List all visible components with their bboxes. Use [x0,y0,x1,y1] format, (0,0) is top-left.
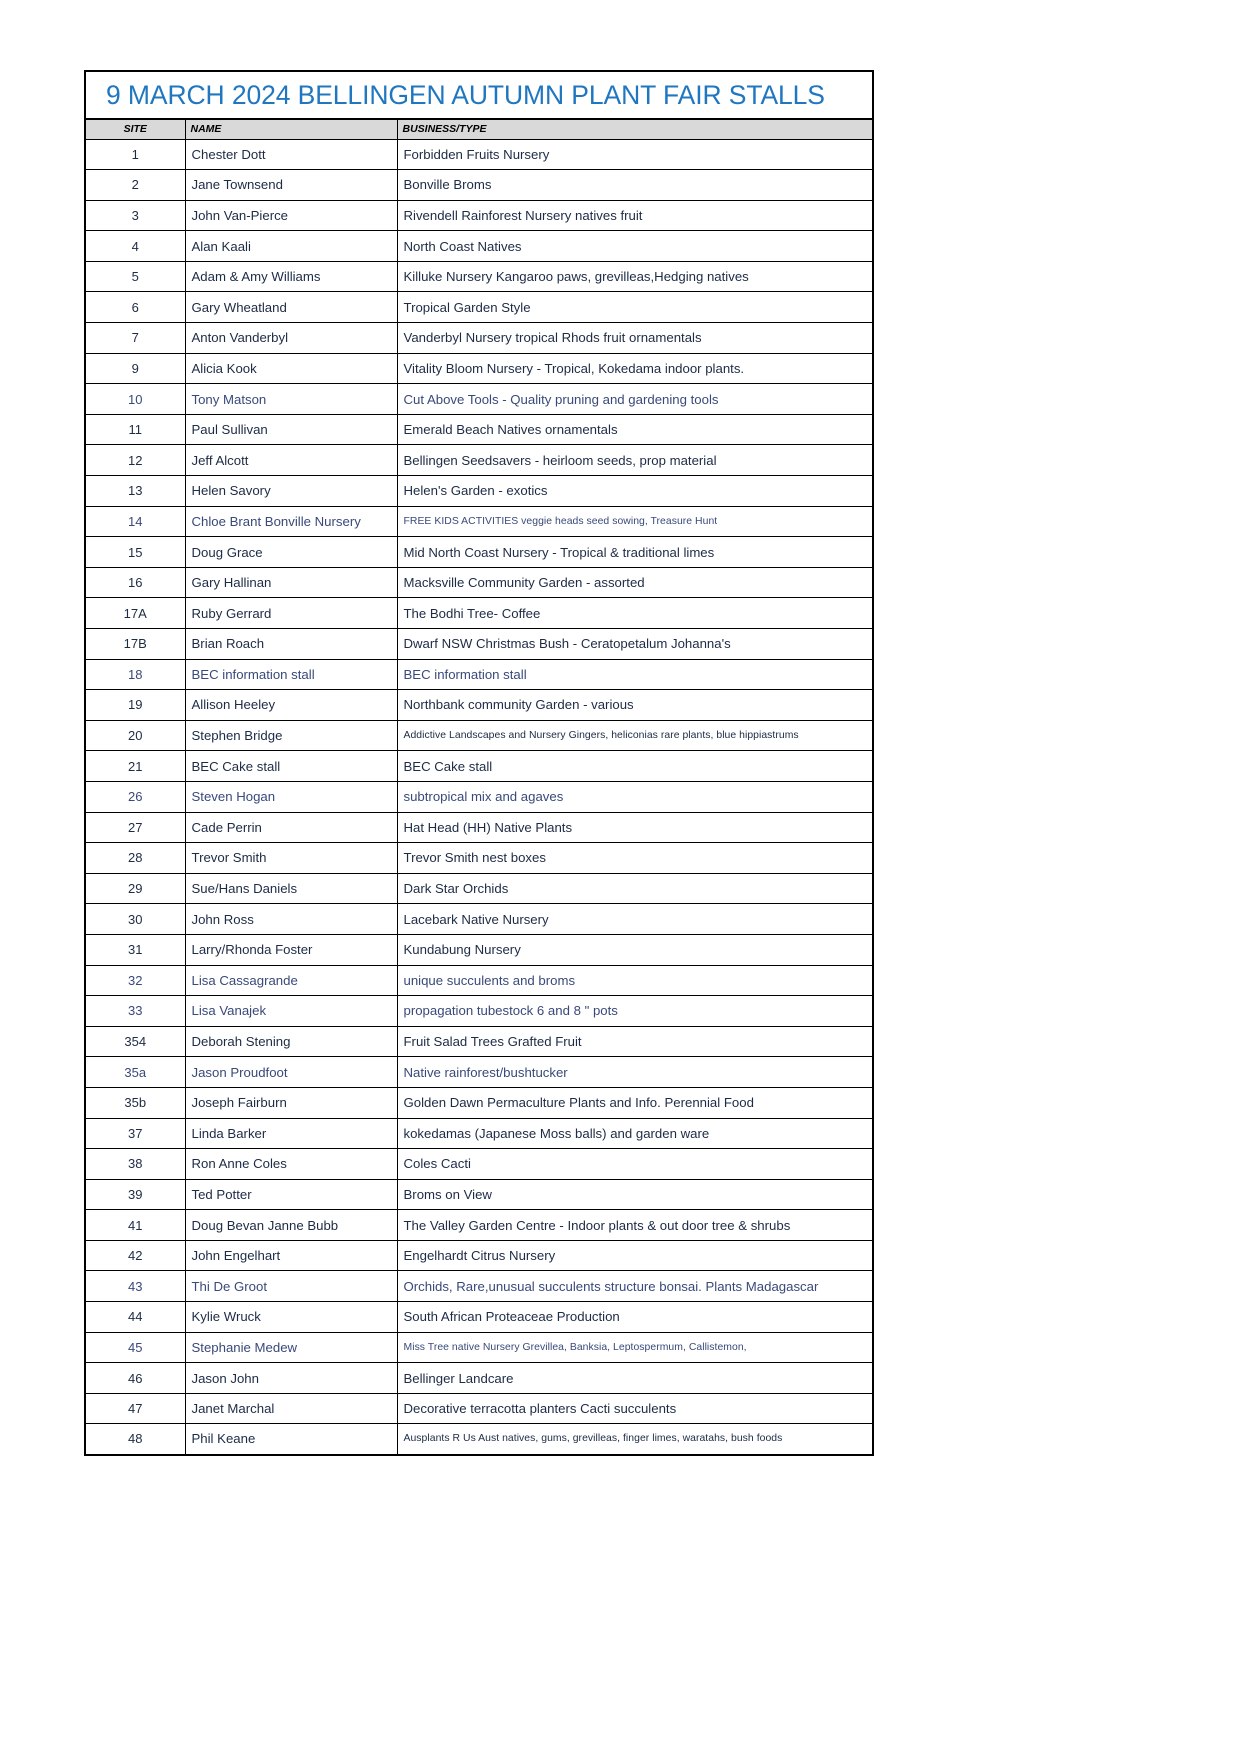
plant-fair-stalls-document [84,70,874,1456]
cell-business: Addictive Landscapes and Nursery Gingers, heliconias rare plants, blue hippiastrums [397,720,873,751]
table-row [85,1363,873,1394]
table-row [85,843,873,874]
cell-name: Trevor Smith [185,843,397,874]
column-header-business: BUSINESS/TYPE [397,119,873,139]
cell-business: Helen's Garden - exotics [397,476,873,507]
cell-name: Joseph Fairburn [185,1087,397,1118]
cell-site: 33 [85,996,185,1027]
cell-site: 46 [85,1363,185,1394]
cell-site: 48 [85,1424,185,1455]
table-row [85,812,873,843]
cell-business: Trevor Smith nest boxes [397,843,873,874]
cell-business: Broms on View [397,1179,873,1210]
cell-business: Northbank community Garden - various [397,690,873,721]
cell-name: Jason Proudfoot [185,1057,397,1088]
cell-name: Jane Townsend [185,170,397,201]
cell-name: Linda Barker [185,1118,397,1149]
table-row [85,200,873,231]
cell-business: Rivendell Rainforest Nursery natives fruit [397,200,873,231]
cell-name: Adam & Amy Williams [185,261,397,292]
table-row [85,506,873,537]
table-row [85,1424,873,1455]
cell-site: 17A [85,598,185,629]
cell-business: Bellinger Landcare [397,1363,873,1394]
cell-business: Vitality Bloom Nursery - Tropical, Kokedama indoor plants. [397,353,873,384]
cell-business: BEC information stall [397,659,873,690]
cell-business: Dark Star Orchids [397,873,873,904]
cell-name: Brian Roach [185,629,397,660]
table-row [85,476,873,507]
cell-site: 41 [85,1210,185,1241]
cell-site: 30 [85,904,185,935]
cell-business: The Valley Garden Centre - Indoor plants & out door tree & shrubs [397,1210,873,1241]
cell-business: Tropical Garden Style [397,292,873,323]
cell-name: Anton Vanderbyl [185,323,397,354]
cell-business: Forbidden Fruits Nursery [397,139,873,170]
cell-business: FREE KIDS ACTIVITIES veggie heads seed sowing, Treasure Hunt [397,506,873,537]
cell-name: BEC Cake stall [185,751,397,782]
table-row [85,659,873,690]
cell-name: Jason John [185,1363,397,1394]
cell-business: Ausplants R Us Aust natives, gums, grevilleas, finger limes, waratahs, bush foods [397,1424,873,1455]
table-row [85,1393,873,1424]
table-row [85,904,873,935]
table-row [85,414,873,445]
stalls-table [84,118,874,1456]
table-row [85,873,873,904]
cell-business: Kundabung Nursery [397,934,873,965]
column-header-name: NAME [185,119,397,139]
table-row [85,1118,873,1149]
cell-site: 17B [85,629,185,660]
table-row [85,1057,873,1088]
table-row [85,751,873,782]
cell-name: Kylie Wruck [185,1302,397,1333]
table-row [85,292,873,323]
cell-name: Gary Wheatland [185,292,397,323]
cell-business: Mid North Coast Nursery - Tropical & traditional limes [397,537,873,568]
cell-site: 5 [85,261,185,292]
cell-site: 42 [85,1240,185,1271]
table-row [85,720,873,751]
cell-business: Emerald Beach Natives ornamentals [397,414,873,445]
table-row [85,323,873,354]
cell-name: Chloe Brant Bonville Nursery [185,506,397,537]
cell-site: 31 [85,934,185,965]
cell-site: 9 [85,353,185,384]
cell-site: 39 [85,1179,185,1210]
cell-site: 38 [85,1149,185,1180]
table-row [85,1087,873,1118]
cell-name: Alicia Kook [185,353,397,384]
cell-business: propagation tubestock 6 and 8 " pots [397,996,873,1027]
cell-business: Golden Dawn Permaculture Plants and Info. Perennial Food [397,1087,873,1118]
table-row [85,231,873,262]
cell-business: Native rainforest/bushtucker [397,1057,873,1088]
table-row [85,1240,873,1271]
cell-name: Janet Marchal [185,1393,397,1424]
cell-name: Jeff Alcott [185,445,397,476]
cell-business: subtropical mix and agaves [397,781,873,812]
cell-name: Ruby Gerrard [185,598,397,629]
cell-business: North Coast Natives [397,231,873,262]
cell-business: Lacebark Native Nursery [397,904,873,935]
cell-business: Bellingen Seedsavers - heirloom seeds, prop material [397,445,873,476]
cell-business: Macksville Community Garden - assorted [397,567,873,598]
table-row [85,1149,873,1180]
cell-business: Hat Head (HH) Native Plants [397,812,873,843]
cell-site: 4 [85,231,185,262]
cell-business: South African Proteaceae Production [397,1302,873,1333]
cell-site: 44 [85,1302,185,1333]
cell-site: 47 [85,1393,185,1424]
cell-site: 16 [85,567,185,598]
cell-name: Doug Bevan Janne Bubb [185,1210,397,1241]
cell-business: unique succulents and broms [397,965,873,996]
table-body [85,139,873,1455]
cell-name: Phil Keane [185,1424,397,1455]
cell-business: The Bodhi Tree- Coffee [397,598,873,629]
table-row [85,139,873,170]
cell-name: John Van-Pierce [185,200,397,231]
cell-business: Orchids, Rare,unusual succulents structure bonsai. Plants Madagascar [397,1271,873,1302]
cell-site: 45 [85,1332,185,1363]
cell-site: 37 [85,1118,185,1149]
cell-site: 3 [85,200,185,231]
cell-business: Vanderbyl Nursery tropical Rhods fruit ornamentals [397,323,873,354]
cell-name: John Ross [185,904,397,935]
table-row [85,1179,873,1210]
table-row [85,445,873,476]
cell-name: Steven Hogan [185,781,397,812]
cell-name: Allison Heeley [185,690,397,721]
table-row [85,598,873,629]
cell-name: Chester Dott [185,139,397,170]
cell-name: Alan Kaali [185,231,397,262]
cell-business: Cut Above Tools - Quality pruning and gardening tools [397,384,873,415]
cell-site: 2 [85,170,185,201]
cell-name: Larry/Rhonda Foster [185,934,397,965]
cell-name: Tony Matson [185,384,397,415]
cell-business: Engelhardt Citrus Nursery [397,1240,873,1271]
table-row [85,781,873,812]
cell-site: 21 [85,751,185,782]
cell-business: Fruit Salad Trees Grafted Fruit [397,1026,873,1057]
cell-site: 7 [85,323,185,354]
cell-site: 15 [85,537,185,568]
table-row [85,261,873,292]
cell-business: Miss Tree native Nursery Grevillea, Banksia, Leptospermum, Callistemon, [397,1332,873,1363]
cell-name: Ted Potter [185,1179,397,1210]
column-header-site: SITE [85,119,185,139]
cell-name: Stephanie Medew [185,1332,397,1363]
table-row [85,1210,873,1241]
cell-name: Lisa Vanajek [185,996,397,1027]
cell-business: kokedamas (Japanese Moss balls) and garden ware [397,1118,873,1149]
table-row [85,1332,873,1363]
cell-name: Stephen Bridge [185,720,397,751]
cell-site: 6 [85,292,185,323]
cell-name: Ron Anne Coles [185,1149,397,1180]
cell-site: 18 [85,659,185,690]
cell-site: 27 [85,812,185,843]
cell-business: Bonville Broms [397,170,873,201]
table-row [85,1302,873,1333]
cell-site: 12 [85,445,185,476]
cell-name: Paul Sullivan [185,414,397,445]
cell-site: 43 [85,1271,185,1302]
cell-site: 20 [85,720,185,751]
cell-business: Killuke Nursery Kangaroo paws, grevilleas,Hedging natives [397,261,873,292]
cell-site: 35a [85,1057,185,1088]
cell-site: 1 [85,139,185,170]
cell-name: Doug Grace [185,537,397,568]
cell-name: Deborah Stening [185,1026,397,1057]
cell-site: 32 [85,965,185,996]
table-row [85,934,873,965]
table-row [85,965,873,996]
page-title: 9 MARCH 2024 BELLINGEN AUTUMN PLANT FAIR STALLS [106,79,825,110]
cell-site: 13 [85,476,185,507]
table-row [85,1026,873,1057]
cell-business: Coles Cacti [397,1149,873,1180]
cell-site: 35b [85,1087,185,1118]
table-header-row [85,119,873,139]
cell-business: BEC Cake stall [397,751,873,782]
cell-name: Gary Hallinan [185,567,397,598]
cell-site: 19 [85,690,185,721]
cell-name: Sue/Hans Daniels [185,873,397,904]
cell-name: John Engelhart [185,1240,397,1271]
cell-business: Decorative terracotta planters Cacti succulents [397,1393,873,1424]
table-row [85,690,873,721]
cell-site: 26 [85,781,185,812]
cell-business: Dwarf NSW Christmas Bush - Ceratopetalum Johanna's [397,629,873,660]
cell-name: Cade Perrin [185,812,397,843]
cell-name: Lisa Cassagrande [185,965,397,996]
cell-site: 10 [85,384,185,415]
cell-site: 11 [85,414,185,445]
cell-site: 354 [85,1026,185,1057]
cell-name: BEC information stall [185,659,397,690]
table-row [85,384,873,415]
cell-site: 28 [85,843,185,874]
table-row [85,353,873,384]
table-row [85,1271,873,1302]
table-row [85,567,873,598]
table-header [85,119,873,139]
table-row [85,537,873,568]
table-row [85,629,873,660]
cell-site: 29 [85,873,185,904]
table-row [85,996,873,1027]
table-row [85,170,873,201]
cell-site: 14 [85,506,185,537]
cell-name: Thi De Groot [185,1271,397,1302]
cell-name: Helen Savory [185,476,397,507]
document-title-band [84,70,874,118]
